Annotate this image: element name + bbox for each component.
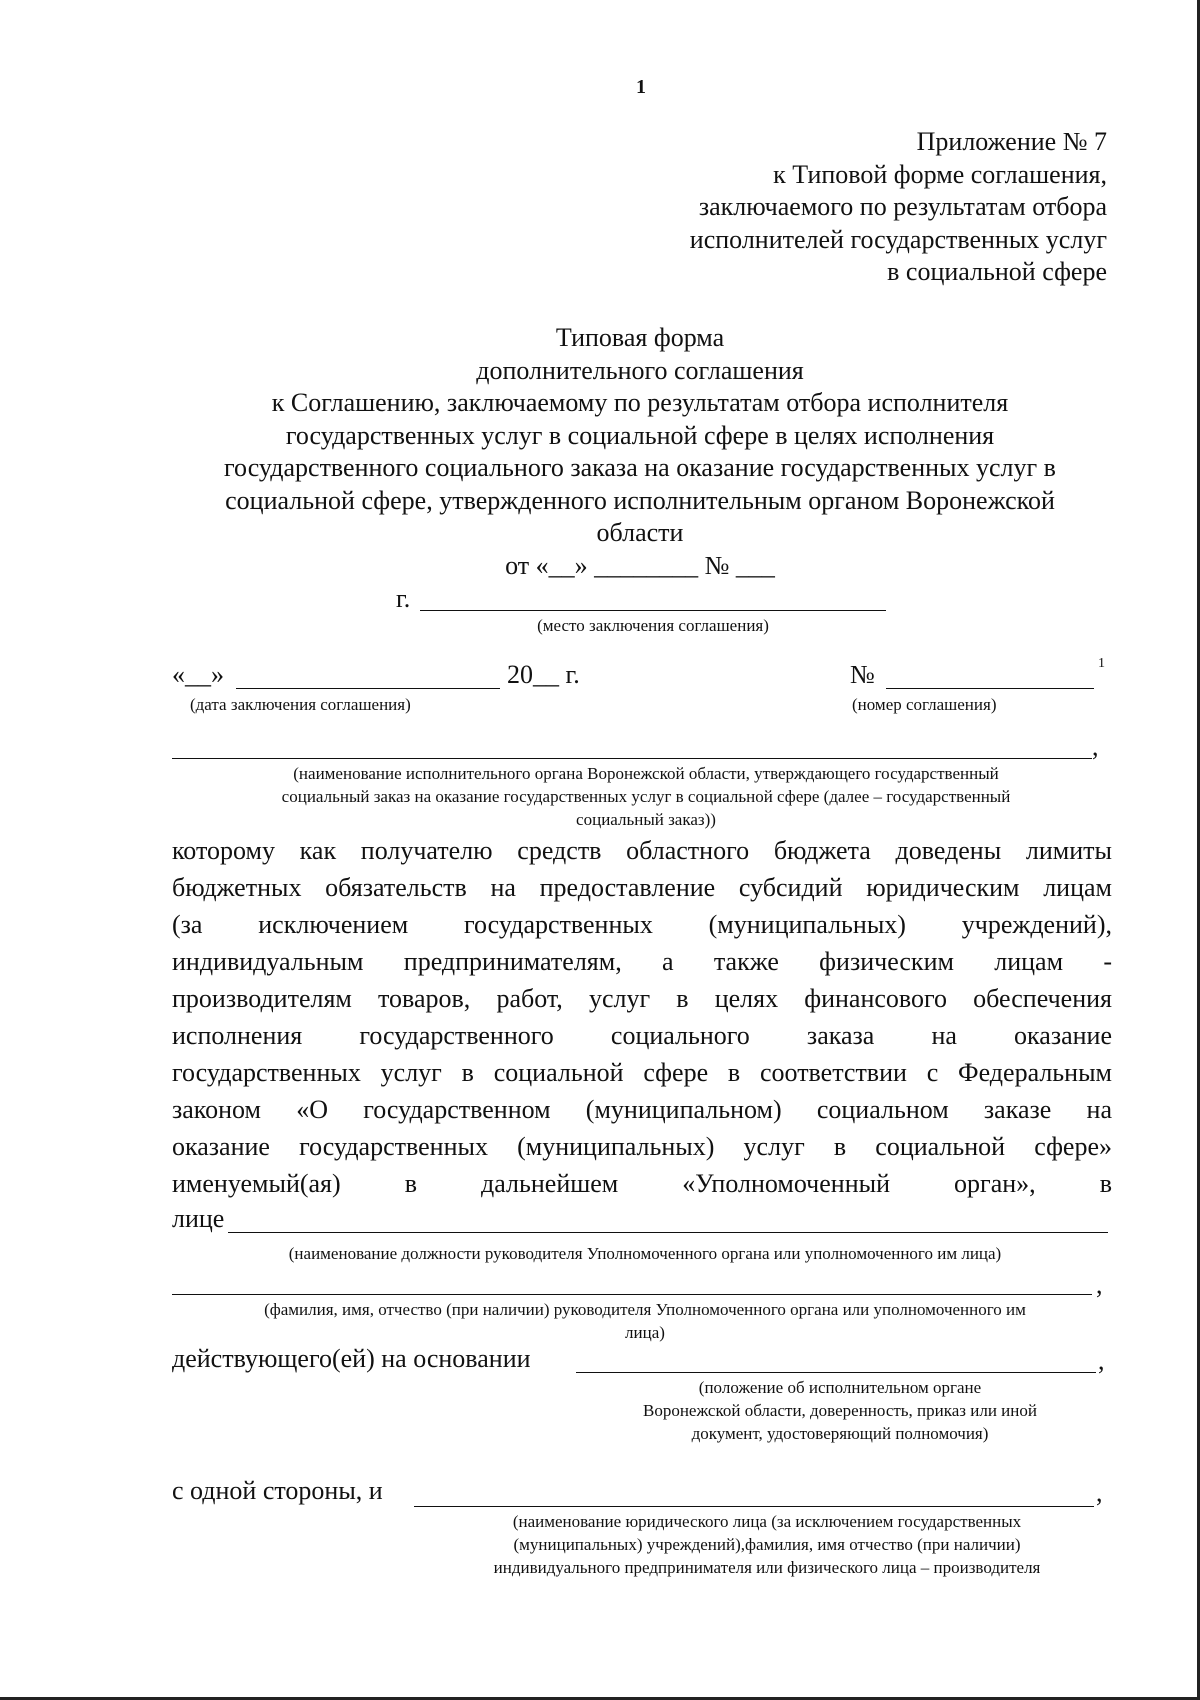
title-line: области [596, 518, 684, 547]
paragraph-line: оказание государственных (муниципальных) услуг в социальной сфере» [172, 1132, 1112, 1161]
paragraph-line: именуемый(ая) в дальнейшем «Уполномоченный орган», в [172, 1169, 1112, 1198]
place-caption: (место заключения соглашения) [537, 616, 769, 635]
authority-comma: , [1092, 732, 1099, 761]
place-line [420, 586, 886, 611]
side-comma: , [1096, 1478, 1103, 1507]
paragraph-line: производителям товаров, работ, услуг в целях финансового обеспечения [172, 984, 1112, 1013]
side-line [414, 1484, 1094, 1507]
date-year: 20__ г. [507, 660, 580, 689]
fio-caption [172, 1298, 1118, 1344]
authority-caption-line: (наименование исполнительного органа Воронежской области, утверждающего государственный [293, 764, 999, 783]
title-line: государственных услуг в социальной сфере в целях исполнения [285, 420, 995, 450]
paragraph-line: которому как получателю средств областного бюджета доведены лимиты [172, 836, 1112, 865]
acting-comma: , [1098, 1346, 1105, 1375]
fio-caption-line: (фамилия, имя, отчество (при наличии) руководителя Уполномоченного органа или уполномоченного им [264, 1300, 1026, 1319]
date-quote: «__» [172, 660, 224, 689]
annex-header [690, 126, 1107, 289]
paragraph-line: бюджетных обязательств на предоставление субсидий юридическим лицам [172, 873, 1112, 902]
paragraph-line: индивидуальным предпринимателям, а также физическим лицам - [172, 947, 1112, 976]
title-line: государственного социального заказа на оказание государственных услуг в [224, 453, 1056, 482]
authority-line [172, 738, 1092, 759]
annex-line: Приложение № 7 [916, 127, 1107, 156]
paragraph-line: исполнения государственного социального заказа на оказание [172, 1021, 1112, 1050]
authority-caption-line: социальный заказ)) [576, 810, 716, 829]
position-caption: (наименование должности руководителя Уполномоченного органа или уполномоченного им лица) [288, 1244, 1002, 1263]
date-line [236, 664, 500, 689]
paragraph-line: государственных услуг в социальной сфере в соответствии с Федеральным [172, 1058, 1112, 1087]
paragraph-line: законом «О государственном (муниципальном) социальном заказе на [172, 1095, 1112, 1124]
fio-line [172, 1272, 1092, 1295]
number-caption: (номер соглашения) [852, 695, 997, 714]
fio-comma: , [1096, 1270, 1103, 1299]
entity-caption-line: (наименование юридического лица (за исключением государственных [512, 1512, 1022, 1531]
main-paragraph [172, 832, 1112, 1202]
title-line: Типовая форма [555, 323, 725, 352]
title-line: социальной сфере, утвержденного исполнительным органом Воронежской [225, 485, 1055, 515]
number-line [886, 664, 1094, 689]
basis-caption-line: (положение об исполнительном органе [698, 1378, 982, 1397]
acting-line [576, 1350, 1096, 1373]
number-label: № [850, 660, 875, 689]
annex-line: к Типовой форме соглашения, [773, 159, 1107, 189]
acting-label: действующего(ей) на основании [172, 1344, 531, 1373]
footnote-mark: 1 [1098, 656, 1105, 671]
page-number: 1 [636, 76, 646, 98]
entity-caption [420, 1510, 1114, 1579]
side-label: с одной стороны, и [172, 1476, 383, 1505]
entity-caption-line: (муниципальных) учреждений),фамилия, имя отчество (при наличии) [513, 1535, 1021, 1554]
annex-line: в социальной сфере [887, 257, 1107, 286]
annex-line: исполнителей государственных услуг [689, 224, 1107, 254]
face-line [228, 1210, 1108, 1233]
basis-caption-line: документ, удостоверяющий полномочия) [691, 1424, 989, 1443]
basis-caption [590, 1376, 1090, 1445]
authority-caption [172, 762, 1120, 831]
fio-caption-line: лица) [625, 1323, 665, 1342]
title-line: дополнительного соглашения [476, 355, 804, 385]
authority-caption-line: социальный заказ на оказание государственных услуг в социальной сфере (далее – государственный [281, 787, 1011, 806]
entity-caption-line: индивидуального предпринимателя или физического лица – производителя [493, 1558, 1041, 1577]
paragraph-line: (за исключением государственных (муниципальных) учреждений), [172, 910, 1112, 939]
place-prefix: г. [396, 584, 411, 613]
document-title [150, 322, 1130, 582]
face-label: лице [172, 1204, 225, 1233]
annex-line: заключаемого по результатам отбора [698, 192, 1107, 221]
date-caption: (дата заключения соглашения) [190, 695, 411, 714]
title-date-number: от «__» ________ № ___ [505, 550, 775, 580]
basis-caption-line: Воронежской области, доверенность, приказ или иной [643, 1401, 1037, 1420]
title-line: к Соглашению, заключаемому по результатам отбора исполнителя [271, 388, 1009, 417]
